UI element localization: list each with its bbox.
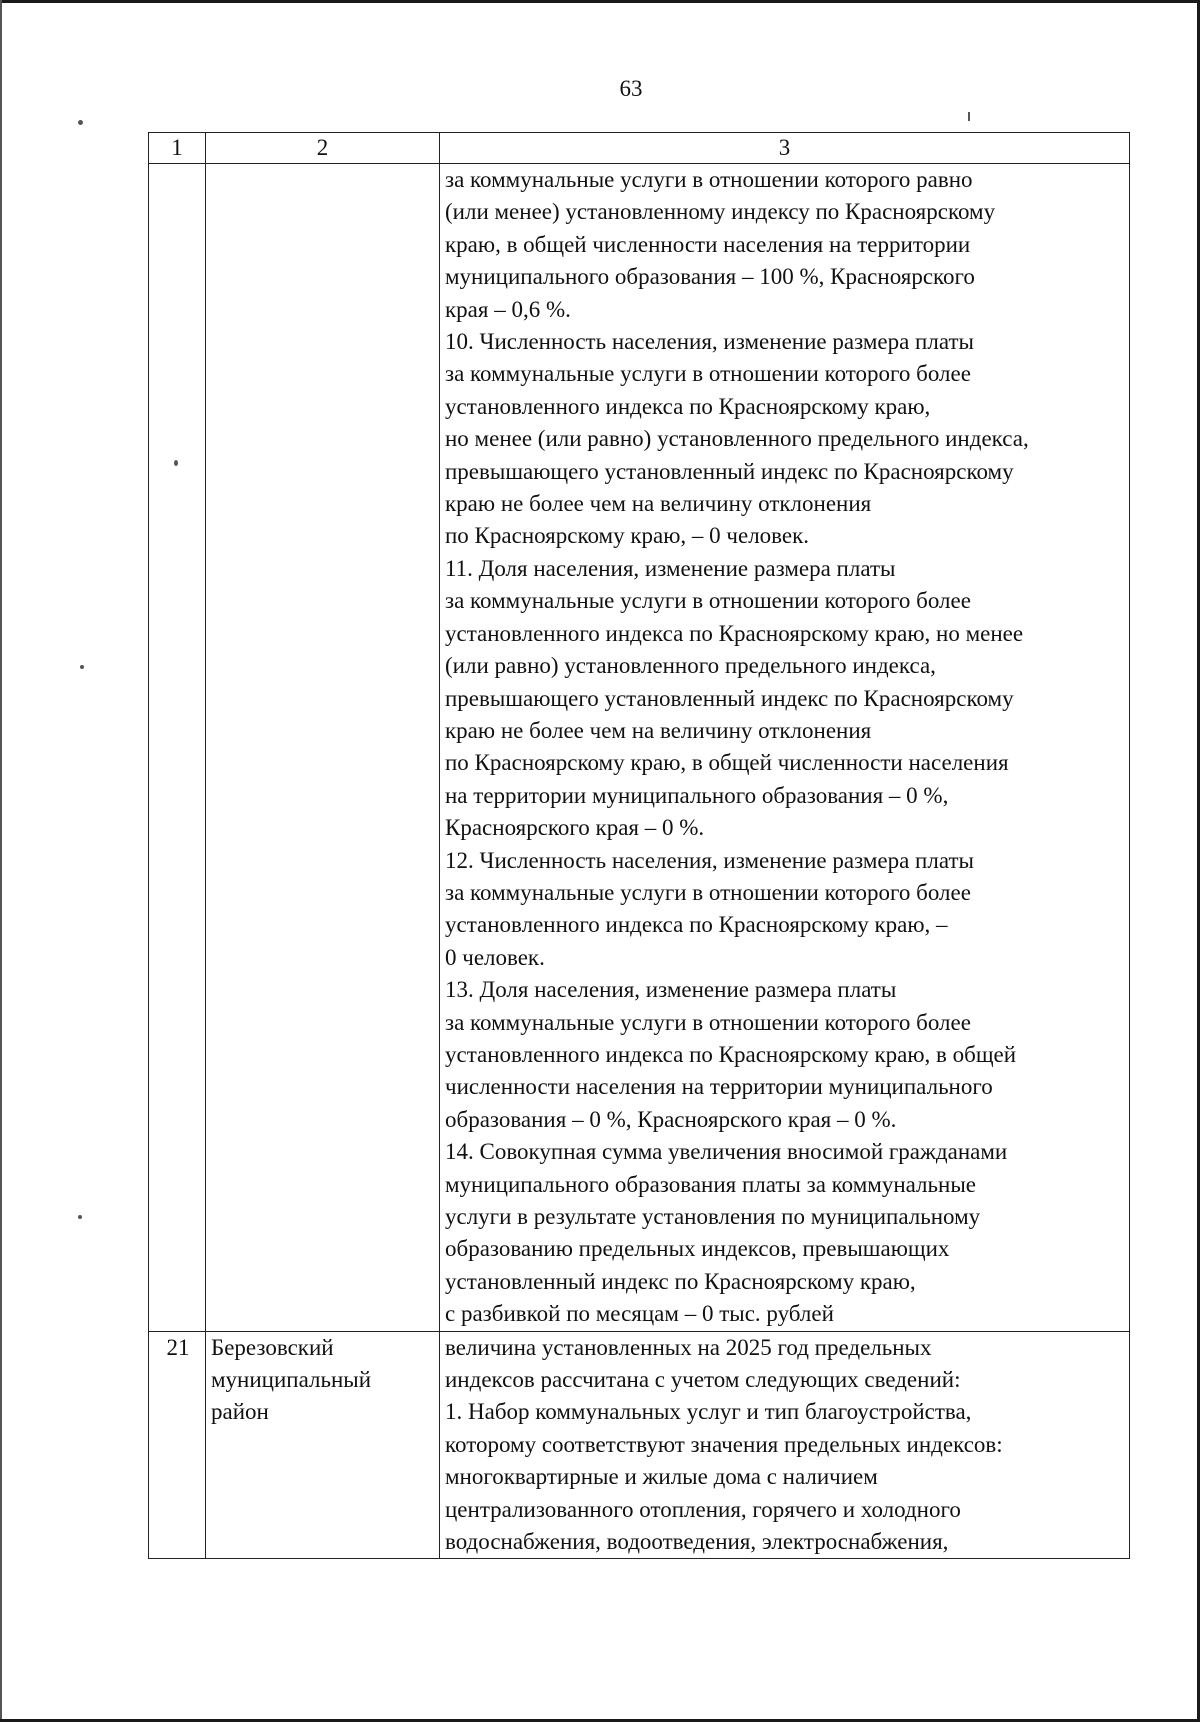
description-line: с разбивкой по месяцам – 0 тыс. рублей [445, 1301, 834, 1327]
description-line: за коммунальные услуги в отношении которого более [445, 588, 971, 614]
description-line: краю не более чем на величину отклонения [445, 717, 872, 743]
municipality-cell [206, 164, 440, 1332]
description-line: за коммунальные услуги в отношении которого более [445, 1009, 971, 1035]
description-line: 11. Доля населения, изменение размера платы [445, 555, 896, 581]
table-row [149, 164, 1130, 1332]
municipality-cell [206, 1331, 440, 1559]
description-cell [440, 164, 1130, 1332]
description-line: 12. Численность населения, изменение размера платы [445, 847, 974, 873]
description-line: образованию предельных индексов, превышающих [445, 1236, 950, 1262]
description-line: установленного индекса по Красноярскому краю, – [445, 912, 948, 938]
description-line: которому соответствуют значения предельных индексов: [445, 1431, 1003, 1457]
description-line: за коммунальные услуги в отношении которого более [445, 879, 971, 905]
scan-speck [968, 112, 970, 121]
description-line: установленный индекс по Красноярскому краю, [445, 1268, 916, 1294]
description-line: на территории муниципального образования – 0 %, [445, 782, 949, 808]
scan-speck [78, 1215, 82, 1219]
municipality-name-line: муниципальный [211, 1367, 372, 1393]
description-line: 14. Совокупная сумма увеличения вносимой гражданами [445, 1139, 1008, 1165]
description-line: Красноярского края – 0 %. [445, 815, 705, 841]
description-line: краю, в общей численности населения на территории [445, 231, 971, 257]
description-line: но менее (или равно) установленного предельного индекса, [445, 426, 1029, 452]
description-line: муниципального образования платы за коммунальные [445, 1171, 976, 1197]
description-line: 1. Набор коммунальных услуг и тип благоустройства, [445, 1399, 972, 1425]
description-line: услуги в результате установления по муниципальному [445, 1204, 981, 1229]
table-body [149, 133, 1130, 1559]
description-line: индексов рассчитана с учетом следующих сведений: [445, 1367, 961, 1393]
table-header-row [149, 133, 1130, 164]
scan-speck [80, 665, 84, 669]
header-cell-col2: 2 [206, 133, 440, 164]
header-cell-col1: 1 [149, 133, 206, 164]
page-number: 63 [619, 76, 643, 101]
description-line: установленного индекса по Красноярскому краю, но менее [445, 620, 1024, 646]
municipality-name-line: район [211, 1399, 269, 1425]
description-line: 10. Численность населения, изменение размера платы [445, 329, 974, 355]
description-line: превышающего установленный индекс по Красноярскому [445, 685, 1014, 711]
header-cell-col3: 3 [440, 133, 1130, 164]
description-line: установленного индекса по Красноярскому краю, в общей [445, 1041, 1017, 1067]
description-line: образования – 0 %, Красноярского края – 0 %. [445, 1106, 897, 1132]
description-line: по Красноярскому краю, в общей численности населения [445, 750, 1009, 776]
scan-speck [78, 120, 83, 125]
description-line: численности населения на территории муниципального [445, 1074, 993, 1100]
description-line: многоквартирные и жилые дома с наличием [445, 1464, 878, 1490]
document-table [148, 132, 1130, 1559]
description-line: водоснабжения, водоотведения, электроснабжения, [445, 1529, 949, 1555]
table-row [149, 1331, 1130, 1559]
description-line: величина установленных на 2025 год предельных [445, 1334, 932, 1360]
scan-border-left [0, 0, 2, 1722]
description-line: (или равно) установленного предельного индекса, [445, 653, 936, 679]
description-line: 13. Доля населения, изменение размера платы [445, 977, 897, 1003]
description-line: муниципального образования – 100 %, Красноярского [445, 264, 975, 290]
description-line: краю не более чем на величину отклонения [445, 491, 872, 517]
description-line: по Красноярскому краю, – 0 человек. [445, 523, 810, 549]
description-line: централизованного отопления, горячего и холодного [445, 1496, 961, 1522]
row-number-cell [149, 164, 206, 1332]
description-line: установленного индекса по Красноярскому краю, [445, 393, 931, 419]
description-line: края – 0,6 %. [445, 296, 571, 322]
description-line: за коммунальные услуги в отношении которого равно [445, 167, 973, 192]
scan-border-top [0, 0, 1200, 3]
description-cell [440, 1331, 1130, 1559]
description-line: 0 человек. [445, 944, 545, 970]
row-number-cell: 21 [149, 1331, 206, 1559]
description-line: (или менее) установленному индексу по Красноярскому [445, 199, 996, 225]
description-line: превышающего установленный индекс по Красноярскому [445, 458, 1014, 484]
municipality-name-line: Березовский [211, 1334, 334, 1360]
description-line: за коммунальные услуги в отношении которого более [445, 361, 971, 387]
